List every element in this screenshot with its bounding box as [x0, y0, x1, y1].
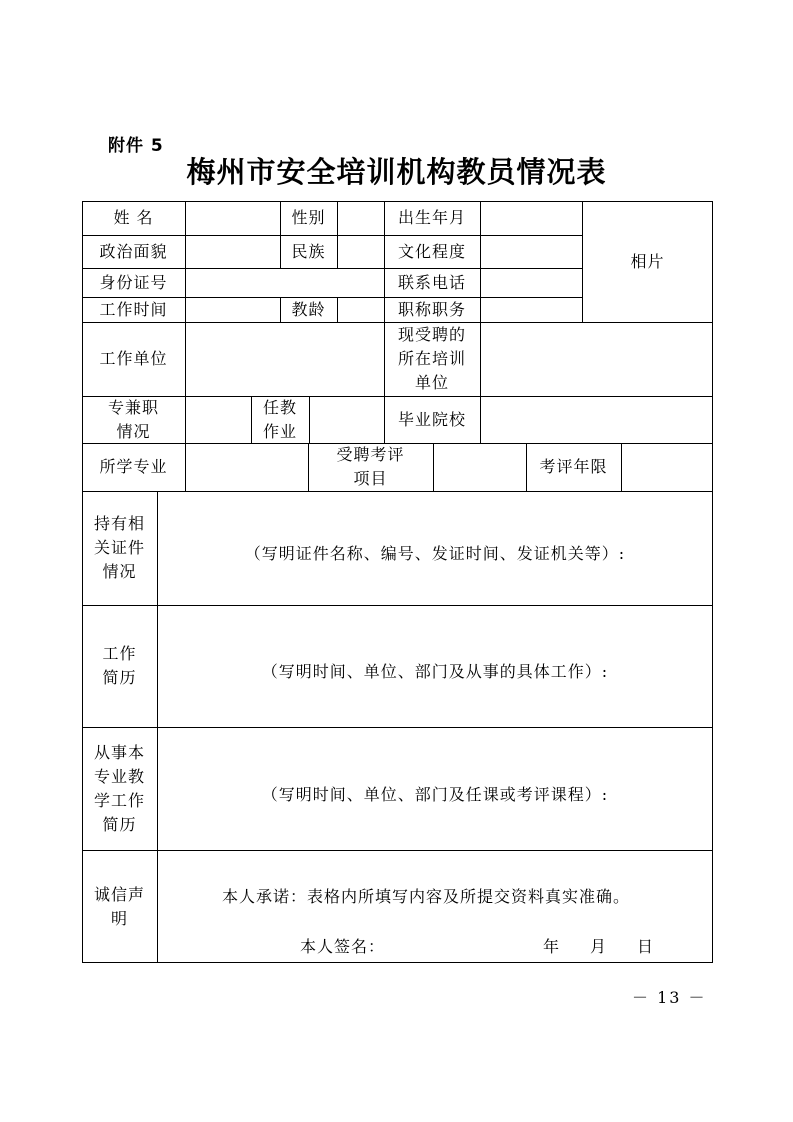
- teaching-years-label: 教龄: [291, 299, 326, 319]
- major-label: 所学专业: [99, 457, 168, 476]
- col-divider: [185, 396, 186, 443]
- row-divider: [82, 491, 713, 492]
- ethnicity-label: 民族: [291, 241, 326, 261]
- date-year: 年: [543, 937, 560, 956]
- page-number: － 13 －: [632, 988, 707, 1007]
- col-divider: [480, 322, 481, 396]
- political-label: 政治面貌: [99, 241, 168, 261]
- gender-label: 性别: [291, 208, 326, 227]
- graduated-school-label: 毕业院校: [397, 409, 466, 429]
- name-label: 姓 名: [113, 208, 154, 227]
- phone-label: 联系电话: [397, 272, 466, 292]
- employer-label: 工作单位: [99, 349, 168, 368]
- col-divider: [309, 396, 310, 443]
- certificates-label: 持有相 关证件 情况: [93, 514, 145, 581]
- exam-years-label: 考评年限: [539, 457, 608, 476]
- col-divider: [185, 201, 186, 322]
- fulltime-parttime-label: 专兼职 情况: [107, 397, 159, 441]
- annex-label: 附件 5: [108, 136, 164, 156]
- row-divider: [82, 850, 713, 851]
- teaching-history-instruction: （写明时间、单位、部门及任课或考评课程）:: [261, 785, 609, 804]
- work-history-instruction: （写明时间、单位、部门及从事的具体工作）:: [261, 662, 609, 681]
- row-divider: [82, 727, 713, 728]
- photo-box: 相片: [630, 251, 665, 271]
- date-day: 日: [637, 937, 654, 956]
- col-divider: [337, 201, 338, 268]
- col-divider: [480, 201, 481, 322]
- pledge-text: 本人承诺：表格内所填写内容及所提交资料真实准确。: [222, 887, 631, 906]
- hired-unit-label: 现受聘的 所在培训 单位: [397, 325, 466, 392]
- col-divider: [621, 443, 622, 491]
- row-divider: [82, 605, 713, 606]
- col-divider: [337, 297, 338, 322]
- integrity-label: 诚信声 明: [93, 884, 145, 928]
- certificates-instruction: （写明证件名称、编号、发证时间、发证机关等）:: [244, 544, 626, 563]
- teaching-history-label: 从事本 专业教 学工作 简历: [93, 742, 145, 834]
- birth-label: 出生年月: [397, 208, 466, 227]
- col-divider: [185, 322, 186, 396]
- education-label: 文化程度: [397, 241, 466, 261]
- work-time-label: 工作时间: [99, 299, 168, 319]
- page-title: 梅州市安全培训机构教员情况表: [186, 155, 607, 189]
- hired-exam-items-label: 受聘考评 项目: [336, 445, 405, 488]
- teaching-work-label: 任教 作业: [262, 397, 297, 441]
- id-number-label: 身份证号: [99, 272, 168, 292]
- col-divider: [433, 443, 434, 491]
- signature-label: 本人签名：: [300, 937, 386, 956]
- date-month: 月: [590, 937, 607, 956]
- work-history-label: 工作 简历: [102, 644, 137, 687]
- col-divider: [185, 443, 186, 491]
- col-divider: [480, 396, 481, 443]
- title-position-label: 职称职务: [397, 299, 466, 319]
